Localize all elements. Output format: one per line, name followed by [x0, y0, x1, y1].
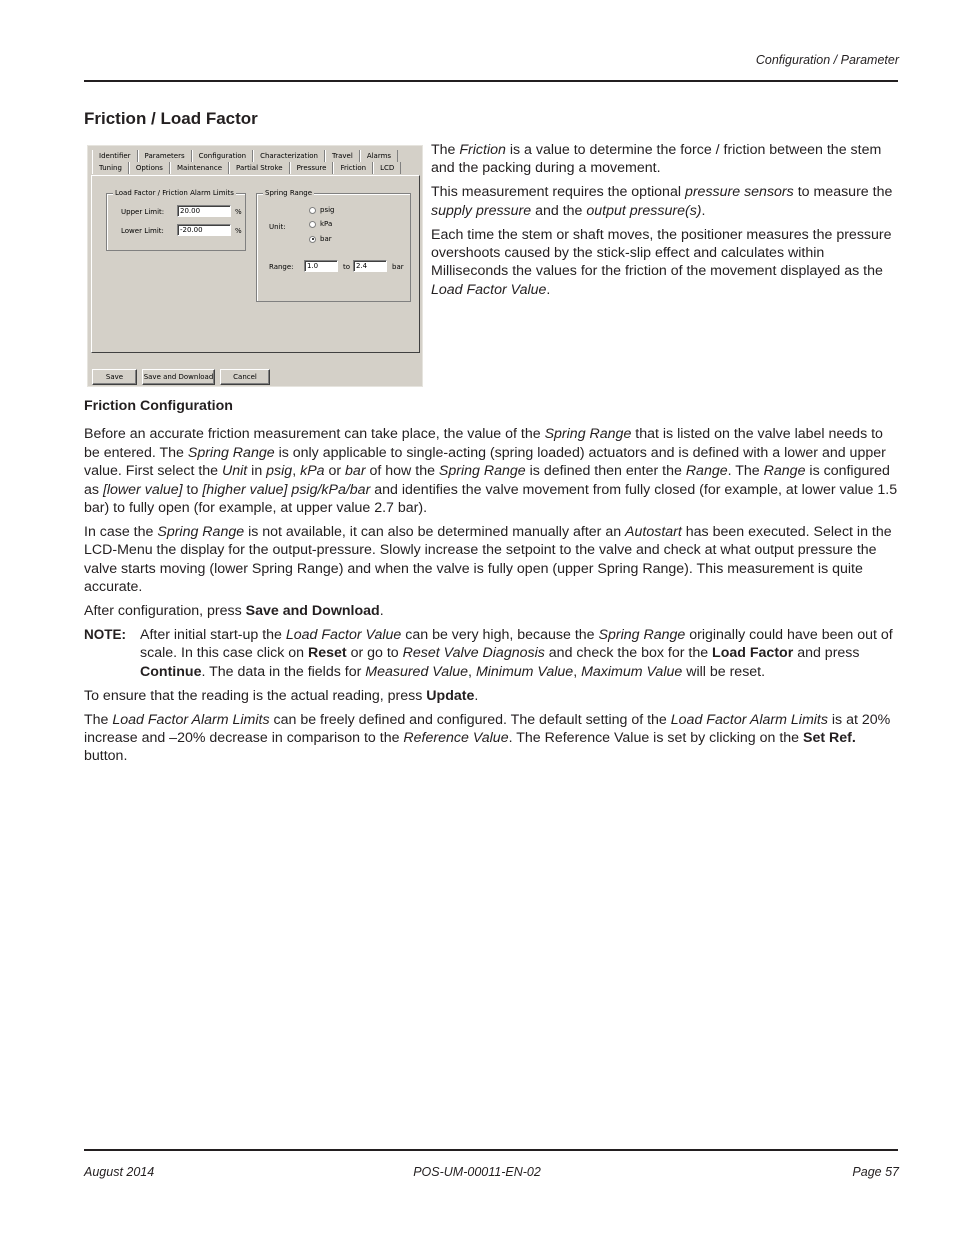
- body-paragraph-2: In case the Spring Range is not available, it can also be determined manually after an Autostart has been executed. Select in the LCD-Menu the display for the output-pressure. Slowly increase the setpoint to the valve and check at what output pressure the valve starts moving (lower Spring Range) and when the valve is fully open (upper Spring Range). This measurement is quite accurate.: [84, 523, 892, 596]
- tab-options[interactable]: Options: [129, 162, 170, 174]
- unit-radio-bar[interactable]: [309, 235, 332, 243]
- friction-tab-panel: [91, 175, 420, 353]
- footer-doc-id: POS-UM-00011-EN-02: [413, 1165, 541, 1179]
- lower-limit-label: Lower Limit:: [121, 227, 164, 235]
- radio-psig-label: psig: [320, 206, 335, 214]
- tab-configuration[interactable]: Configuration: [192, 150, 253, 162]
- radio-kpa-label: kPa: [320, 220, 333, 228]
- tab-row-1: [92, 150, 398, 162]
- tab-characterization[interactable]: Characterization: [253, 150, 325, 162]
- tab-partial-stroke[interactable]: Partial Stroke: [229, 162, 290, 174]
- section-title: Friction / Load Factor: [84, 109, 258, 128]
- footer-date: August 2014: [84, 1165, 155, 1179]
- body-paragraph-1: Before an accurate friction measurement can take place, the value of the Spring Range that is listed on the valve label needs to be entered. The Spring Range is only applicable to single-acting (spring loaded) actuators and is defined with a lower and upper value. First select the Unit in psig, kPa or bar of how the Spring Range is defined then enter the Range. The Range is configured as [lower value] to [higher value] psig/kPa/bar and identifies the valve movement from fully closed (for example, at lower value 1.5 bar) to fully open (for example, at upper value 2.7 bar).: [84, 426, 898, 517]
- body-paragraph-4: To ensure that the reading is the actual reading, press Update.: [84, 687, 479, 704]
- range-to-label: to: [343, 263, 351, 271]
- save-button[interactable]: Save: [92, 369, 137, 385]
- intro-paragraph-1: The Friction is a value to determine the force / friction between the stem and the packing during a movement.: [431, 142, 882, 177]
- body-paragraph-5: The Load Factor Alarm Limits can be freely defined and configured. The default setting of the Load Factor Alarm Limits is at 20% increase and –20% decrease in comparison to the Reference Value. The Reference Value is set by clicking on the Set Ref. button.: [84, 711, 891, 765]
- note-block: [84, 626, 899, 681]
- friction-configuration-heading: Friction Configuration: [84, 398, 233, 414]
- tab-friction[interactable]: Friction: [333, 162, 373, 174]
- radio-kpa-icon: [309, 221, 316, 228]
- upper-limit-label: Upper Limit:: [121, 208, 165, 216]
- lower-limit-input[interactable]: -20.00: [177, 224, 231, 236]
- intro-paragraph-2: This measurement requires the optional pressure sensors to measure the supply pressure and the output pressure(s).: [431, 184, 893, 219]
- range-label: Range:: [269, 263, 294, 271]
- tab-pressure[interactable]: Pressure: [290, 162, 334, 174]
- intro-text: [431, 141, 899, 305]
- save-and-download-button[interactable]: Save and Download: [142, 369, 215, 385]
- tab-tuning[interactable]: Tuning: [92, 162, 129, 174]
- upper-limit-input[interactable]: 20.00: [177, 205, 231, 217]
- tab-maintenance[interactable]: Maintenance: [170, 162, 229, 174]
- range-from-input[interactable]: 1.0: [304, 260, 338, 272]
- friction-config-dialog-screenshot: [87, 145, 423, 387]
- intro-paragraph-3: Each time the stem or shaft moves, the positioner measures the pressure overshoots caused by the stick-slip effect and calculates within Milliseconds the values for the friction of the movement displayed as the Load Factor Value.: [431, 226, 892, 298]
- radio-bar-label: bar: [320, 235, 332, 243]
- radio-psig-icon: [309, 207, 316, 214]
- unit-label: Unit:: [269, 223, 286, 231]
- tab-lcd[interactable]: LCD: [373, 162, 401, 174]
- unit-radio-kpa[interactable]: [309, 220, 332, 228]
- footer-page-number: Page 57: [852, 1165, 899, 1179]
- tab-travel[interactable]: Travel: [325, 150, 360, 162]
- range-unit: bar: [392, 263, 404, 271]
- range-to-input[interactable]: 2.4: [353, 260, 387, 272]
- note-text: After initial start-up the Load Factor Value can be very high, because the Spring Range originally could have been out of scale. In this case click on Reset or go to Reset Valve Diagnosis and check the box for the Load Factor and press Continue. The data in the fields for Measured Value, Minimum Value, Maximum Value will be reset.: [140, 626, 893, 680]
- header-section-title: Configuration / Parameter: [755, 53, 899, 67]
- tab-row-2: [92, 162, 401, 174]
- body-paragraph-3: After configuration, press Save and Download.: [84, 603, 384, 620]
- header-rule: [84, 80, 898, 82]
- cancel-button[interactable]: Cancel: [220, 369, 270, 385]
- unit-radio-psig[interactable]: [309, 206, 334, 214]
- friction-configuration-section: [84, 397, 899, 771]
- alarm-limits-group: [106, 189, 246, 251]
- radio-bar-selected-icon: [309, 236, 316, 243]
- tab-parameters[interactable]: Parameters: [138, 150, 192, 162]
- note-label: NOTE:: [84, 626, 126, 642]
- upper-limit-unit: %: [235, 208, 242, 216]
- tab-alarms[interactable]: Alarms: [360, 150, 398, 162]
- tab-identifier[interactable]: Identifier: [92, 150, 138, 162]
- alarm-limits-group-title: Load Factor / Friction Alarm Limits: [115, 189, 234, 197]
- lower-limit-unit: %: [235, 227, 242, 235]
- spring-range-group: [256, 189, 411, 302]
- footer-rule: [84, 1149, 898, 1151]
- spring-range-group-title: Spring Range: [265, 189, 313, 197]
